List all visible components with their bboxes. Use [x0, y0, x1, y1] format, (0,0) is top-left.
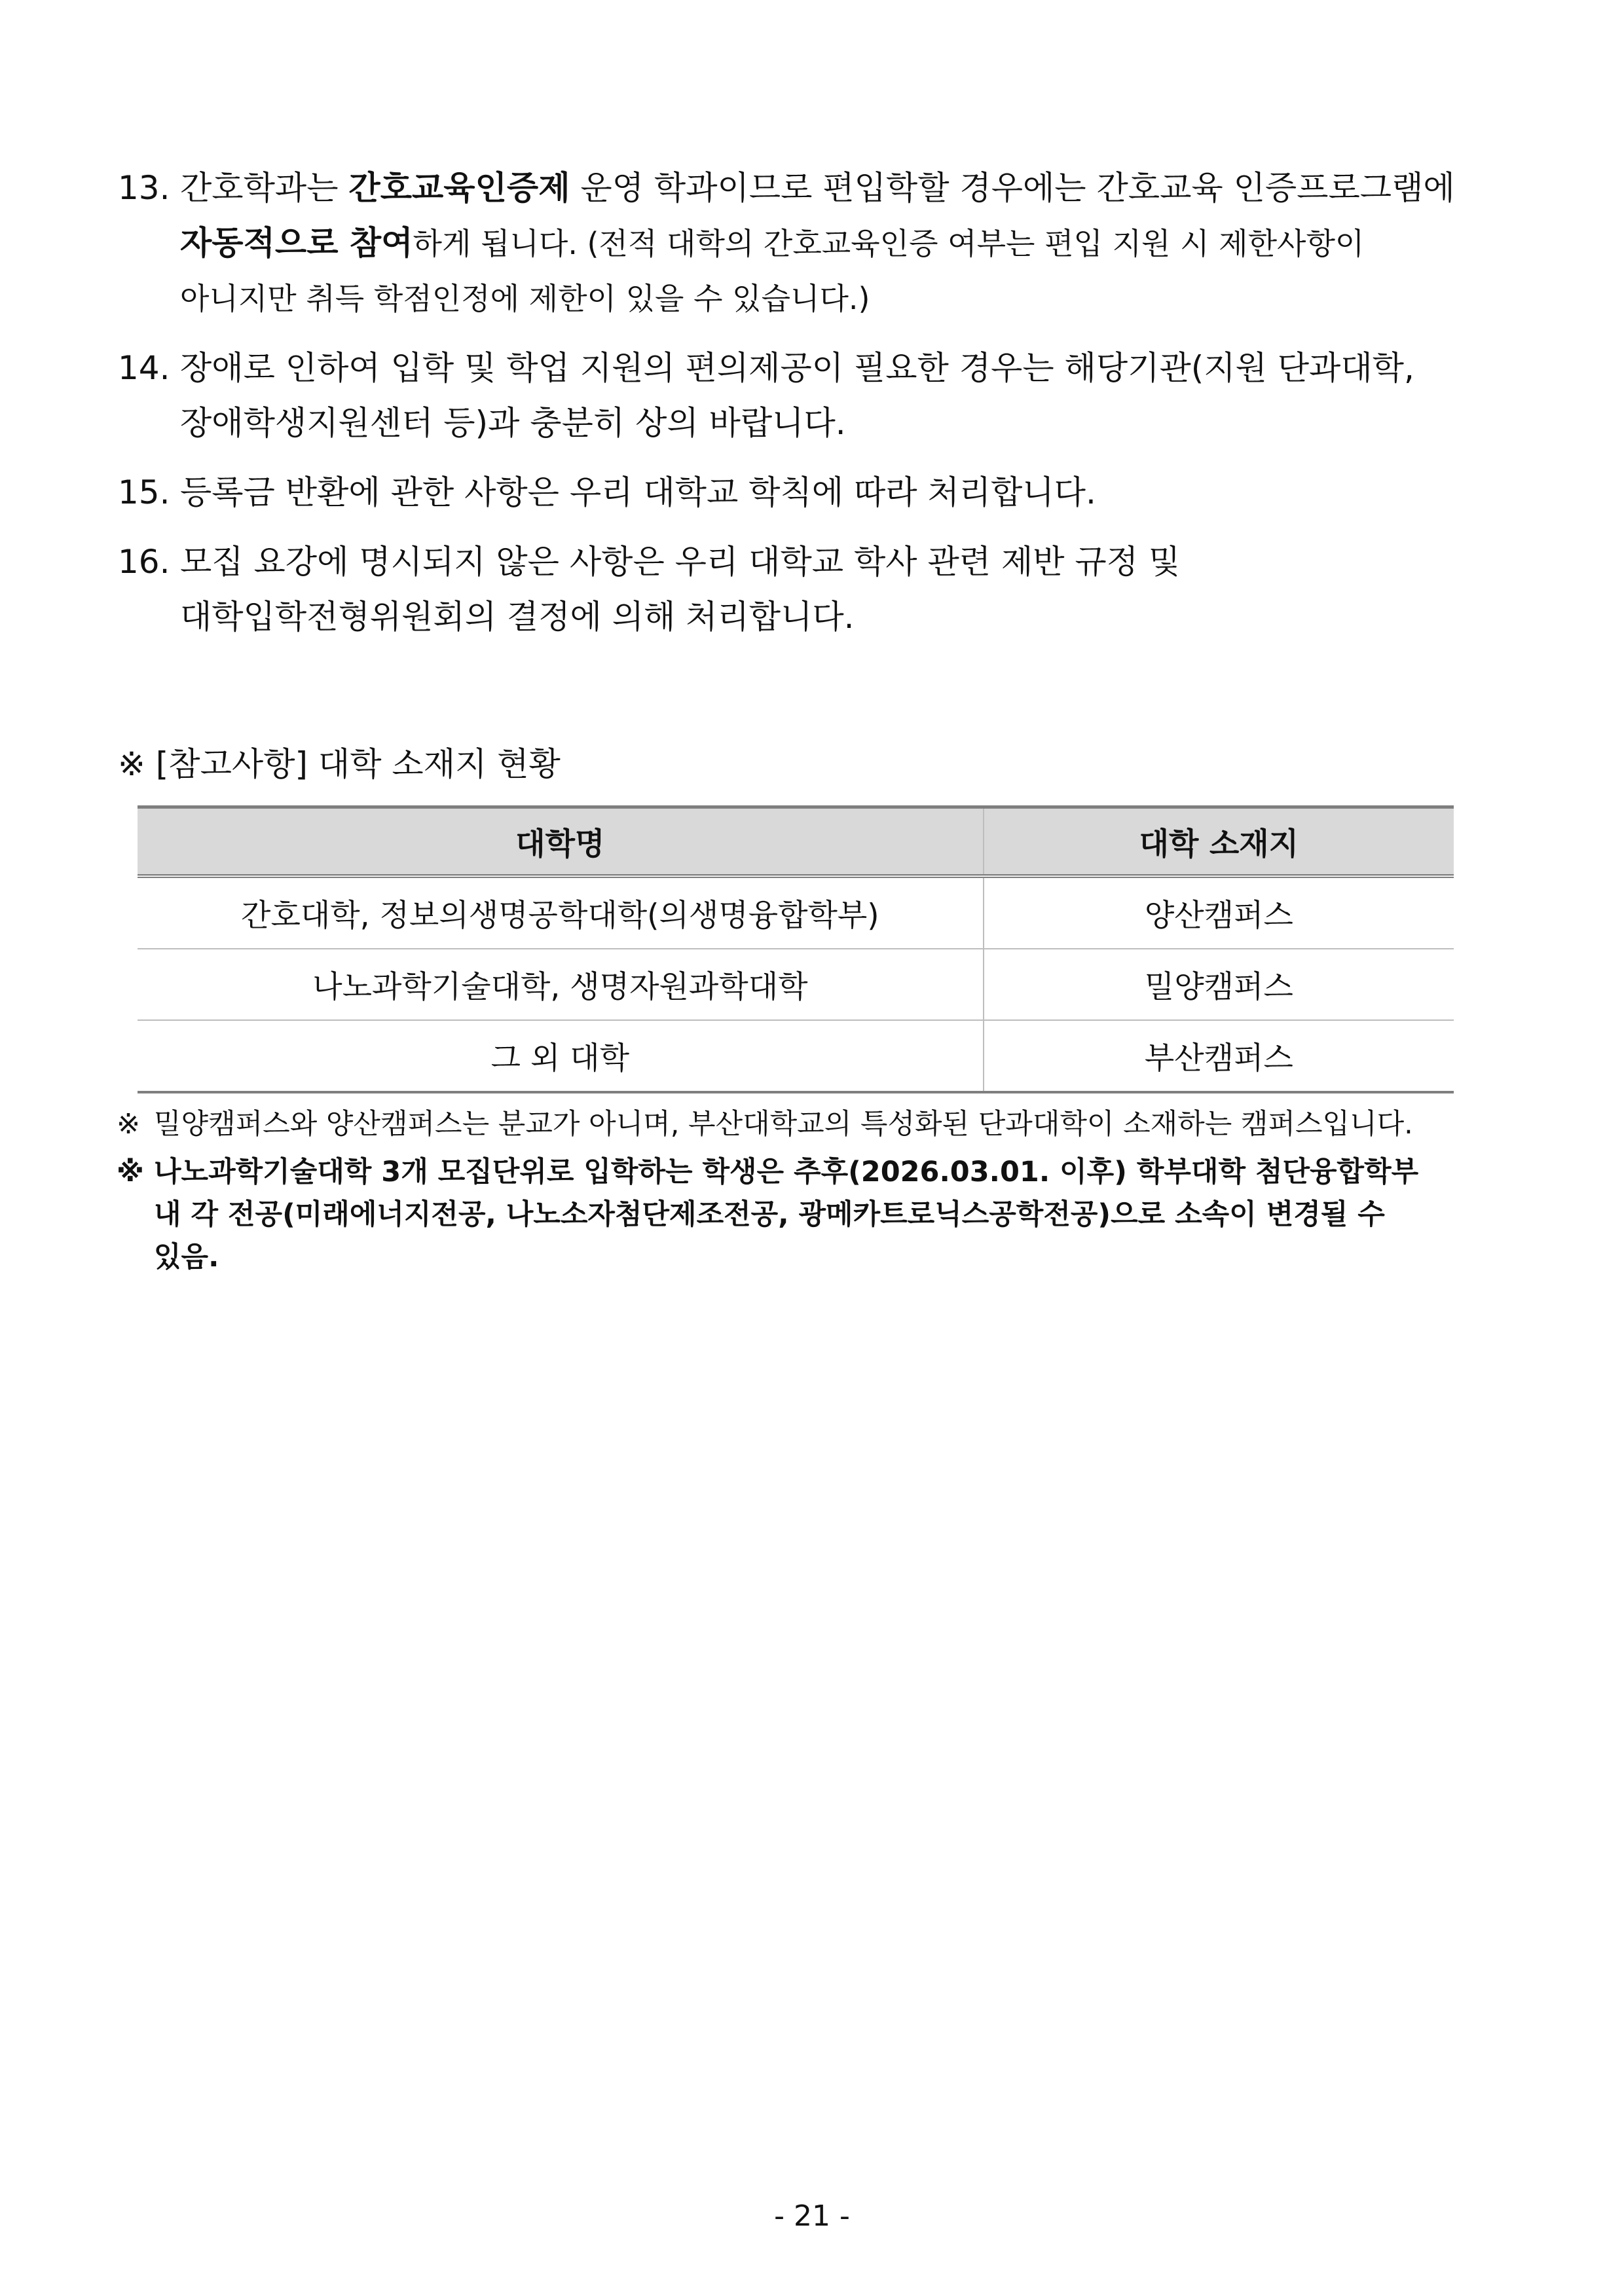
footnote-line: 나노과학기술대학 3개 모집단위로 입학하는 학생은 추후(2026.03.01. 이후) 학부대학 첨단융합학부	[154, 1156, 1419, 1188]
footnote-affiliation-change	[117, 1151, 1524, 1279]
item-number: 13.	[118, 169, 170, 207]
item-text-line: 모집 요강에 명시되지 않은 사항은 우리 대학교 학사 관련 제반 규정 및	[180, 543, 1181, 581]
table-header-row	[138, 807, 1454, 877]
table-row	[138, 949, 1454, 1020]
footnote-line: 내 각 전공(미래에너지전공, 나노소자첨단제조전공, 광메카트로닉스공학전공)으로 소속이 변경될 수	[154, 1198, 1385, 1231]
list-item-13	[118, 160, 1526, 326]
footnote-line: 있음.	[154, 1241, 219, 1274]
footnotes	[117, 1103, 1524, 1284]
campus-location-table	[138, 805, 1454, 1093]
table-cell-college: 그 외 대학	[138, 1020, 984, 1092]
table-cell-college: 간호대학, 정보의생명공학대학(의생명융합학부)	[138, 876, 984, 949]
list-item-14	[118, 340, 1526, 450]
item-text-line: 장애로 인하여 입학 및 학업 지원의 편의제공이 필요한 경우는 해당기관(지원 단과대학,	[180, 349, 1414, 387]
column-header-college: 대학명	[138, 807, 984, 877]
item-text-line: 등록금 반환에 관한 사항은 우리 대학교 학칙에 따라 처리합니다.	[180, 473, 1096, 511]
item-text-line: 아니지만 취득 학점인정에 제한이 있을 수 있습니다.)	[180, 281, 870, 316]
item-number: 14.	[118, 349, 170, 387]
item-text-line: 대학입학전형위원회의 결정에 의해 처리합니다.	[180, 598, 855, 636]
table-cell-location: 밀양캠퍼스	[984, 949, 1454, 1020]
table-row	[138, 876, 1454, 949]
item-text-line: 간호학과는 간호교육인증제 운영 학과이므로 편입학할 경우에는 간호교육 인증프로그램에	[180, 169, 1455, 207]
page-number: - 21 -	[774, 2199, 850, 2233]
reference-mark: ※	[117, 1156, 144, 1188]
table-cell-location: 양산캠퍼스	[984, 876, 1454, 949]
bold-emphasis: 자동적으로 참여	[180, 224, 413, 262]
item-text-line: 자동적으로 참여하게 됩니다. (전적 대학의 간호교육인증 여부는 편입 지원 시 제한사항이	[180, 224, 1365, 262]
list-item-15	[118, 465, 1526, 520]
table-row	[138, 1020, 1454, 1092]
item-number: 15.	[118, 473, 170, 511]
list-item-16	[118, 534, 1526, 644]
item-text-line: 장애학생지원센터 등)과 충분히 상의 바랍니다.	[180, 404, 846, 442]
reference-mark: ※	[117, 1108, 141, 1141]
reference-title: ※ [참고사항] 대학 소재지 현황	[118, 745, 561, 783]
table-cell-college: 나노과학기술대학, 생명자원과학대학	[138, 949, 984, 1020]
footnote-line: 밀양캠퍼스와 양산캠퍼스는 분교가 아니며, 부산대학교의 특성화된 단과대학이 소재하는 캠퍼스입니다.	[154, 1108, 1413, 1141]
bold-emphasis: 간호교육인증제	[348, 169, 570, 207]
footnote-campus	[117, 1103, 1524, 1146]
notice-list	[118, 160, 1526, 659]
table-cell-location: 부산캠퍼스	[984, 1020, 1454, 1092]
item-number: 16.	[118, 543, 170, 581]
column-header-location: 대학 소재지	[984, 807, 1454, 877]
